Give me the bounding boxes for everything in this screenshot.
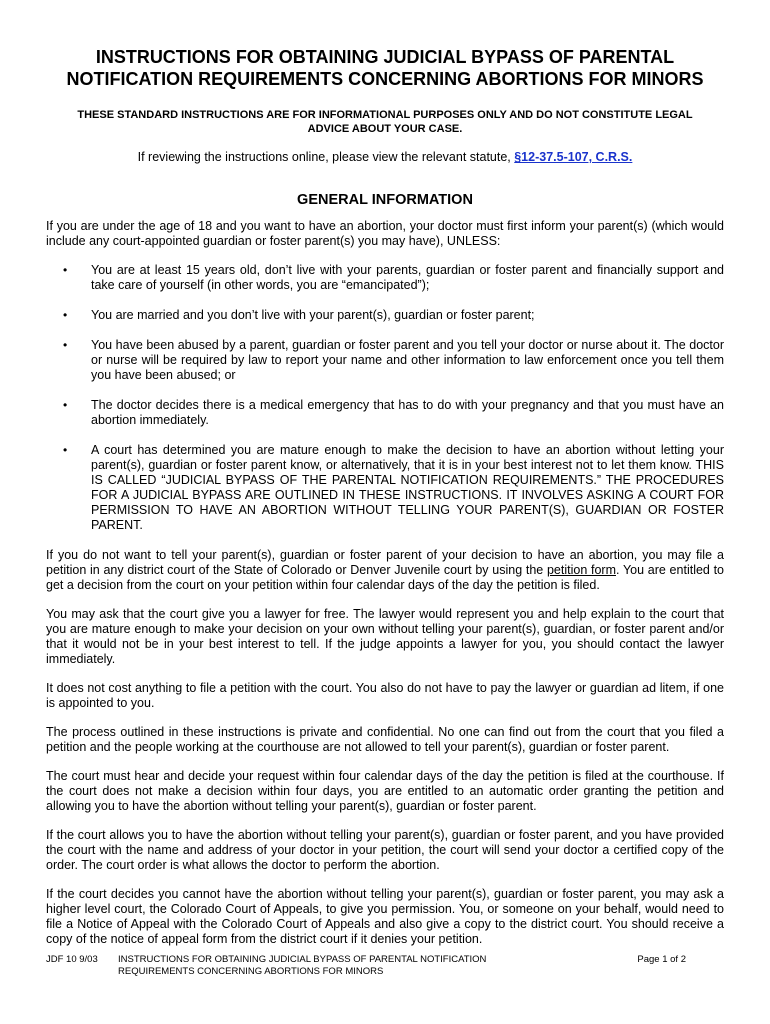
exceptions-list (46, 263, 724, 533)
form-code: JDF 10 9/03 (46, 954, 98, 965)
list-item-text: You are married and you don’t live with your parent(s), guardian or foster parent; (91, 308, 535, 322)
petition-paragraph (46, 548, 724, 593)
court-order-paragraph: If the court allows you to have the abortion without telling your parent(s), guardian or foster parent, and you have provided the court with the name and address of your doctor in your petition, the court will send your doctor a certified copy of the order. The court order is what allows the doctor to perform the abortion. (46, 828, 724, 872)
informational-notice: THESE STANDARD INSTRUCTIONS ARE FOR INFORMATIONAL PURPOSES ONLY AND DO NOT CONSTITUTE LEGAL ADVICE ABOUT YOUR CASE. (77, 109, 693, 135)
list-item-text: You have been abused by a parent, guardian or foster parent and you tell your doctor or nurse about it. The doctor or nurse will be required by law to report your name and other information to law enforcement once you tell them you have been abused; or (91, 338, 724, 382)
list-item (46, 338, 724, 383)
confidentiality-paragraph: The process outlined in these instructions is private and confidential. No one can find out from the court that you filed a petition and the people working at the courthouse are not allowed to tell your parent(s), guardian or foster parent. (46, 725, 724, 754)
lawyer-paragraph: You may ask that the court give you a lawyer for free. The lawyer would represent you and help explain to the court that you are mature enough to make your decision on your own without telling your parent(s), guardian, or foster parent and/or that it would not be in your best interest to tell. If the judge appoints a lawyer for you, you should contact the lawyer immediately. (46, 607, 724, 666)
bullet-icon: • (63, 338, 68, 352)
list-item-text: You are at least 15 years old, don’t live with your parents, guardian or foster parent and financially support and take care of yourself (in other words, you are “emancipated”); (91, 263, 724, 292)
online-review-note (40, 150, 730, 165)
footer-form-title: INSTRUCTIONS FOR OBTAINING JUDICIAL BYPASS OF PARENTAL NOTIFICATION REQUIREMENTS CONCERNING ABORTIONS FOR MINORS (118, 954, 487, 977)
bullet-icon: • (63, 443, 68, 457)
petition-text-after: . You are entitled to get a decision from the court on your petition within four calendar days of the day the petition is filed. (46, 563, 725, 592)
appeal-paragraph: If the court decides you cannot have the abortion without telling your parent(s), guardian or foster parent, you may ask a higher level court, the Colorado Court of Appeals, to give you permission. You, or someone on your behalf, would need to file a Notice of Appeal with the Colorado Court of Appeals and also give a copy to the district court. You should receive a copy of the notice of appeal form from the district court if it denies your petition. (46, 887, 724, 946)
petition-form-link[interactable]: petition form (546, 563, 616, 577)
bullet-icon: • (63, 308, 68, 322)
page-number: Page 1 of 2 (637, 954, 686, 965)
document-title (40, 46, 730, 90)
general-information-body (46, 219, 724, 961)
list-item-text: A court has determined you are mature enough to make the decision to have an abortion without letting your parent(s), guardian or foster parent know, or alternatively, that it is in your best interest not to let them know. THIS IS CALLED “JUDICIAL BYPASS OF THE PARENTAL NOTIFICATION REQUIREMENTS.” THE PROCEDURES FOR A JUDICIAL BYPASS ARE OUTLINED IN THESE INSTRUCTIONS. IT INVOLVES ASKING A COURT FOR PERMISSION TO HAVE AN ABORTION WITHOUT TELLING YOUR PARENT(S), GUARDIAN OR FOSTER PARENT. (91, 443, 724, 532)
title-line-1: INSTRUCTIONS FOR OBTAINING JUDICIAL BYPASS OF PARENTAL (95, 47, 675, 67)
list-item (46, 443, 724, 533)
list-item (46, 308, 724, 323)
cost-paragraph: It does not cost anything to file a petition with the court. You also do not have to pay the lawyer or guardian ad litem, if one is appointed to you. (46, 681, 724, 710)
title-line-2: NOTIFICATION REQUIREMENTS CONCERNING ABORTIONS FOR MINORS (66, 69, 704, 89)
intro-paragraph: If you are under the age of 18 and you want to have an abortion, your doctor must first inform your parent(s) (which would include any court-appointed guardian or foster parent(s) you may have), UNLESS: (46, 219, 724, 248)
bullet-icon: • (63, 263, 68, 277)
statute-link[interactable]: §12-37.5-107, C.R.S. (514, 150, 633, 164)
section-heading: GENERAL INFORMATION (297, 192, 473, 208)
list-item (46, 263, 724, 293)
review-text: If reviewing the instructions online, please view the relevant statute, (137, 150, 515, 164)
list-item (46, 398, 724, 428)
list-item-text: The doctor decides there is a medical emergency that has to do with your pregnancy and that you must have an abortion immediately. (91, 398, 724, 427)
petition-text-before: If you do not want to tell your parent(s), guardian or foster parent of your decision to have an abortion, you may file a petition in any district court of the State of Colorado or Denver Juvenile court by using the (46, 548, 724, 577)
timeline-paragraph: The court must hear and decide your request within four calendar days of the day the petition is filed at the courthouse. If the court does not make a decision within four days, you are entitled to an automatic order granting the petition and allowing you to have the abortion without telling your parent(s), guardian or foster parent. (46, 769, 724, 813)
bullet-icon: • (63, 398, 68, 412)
